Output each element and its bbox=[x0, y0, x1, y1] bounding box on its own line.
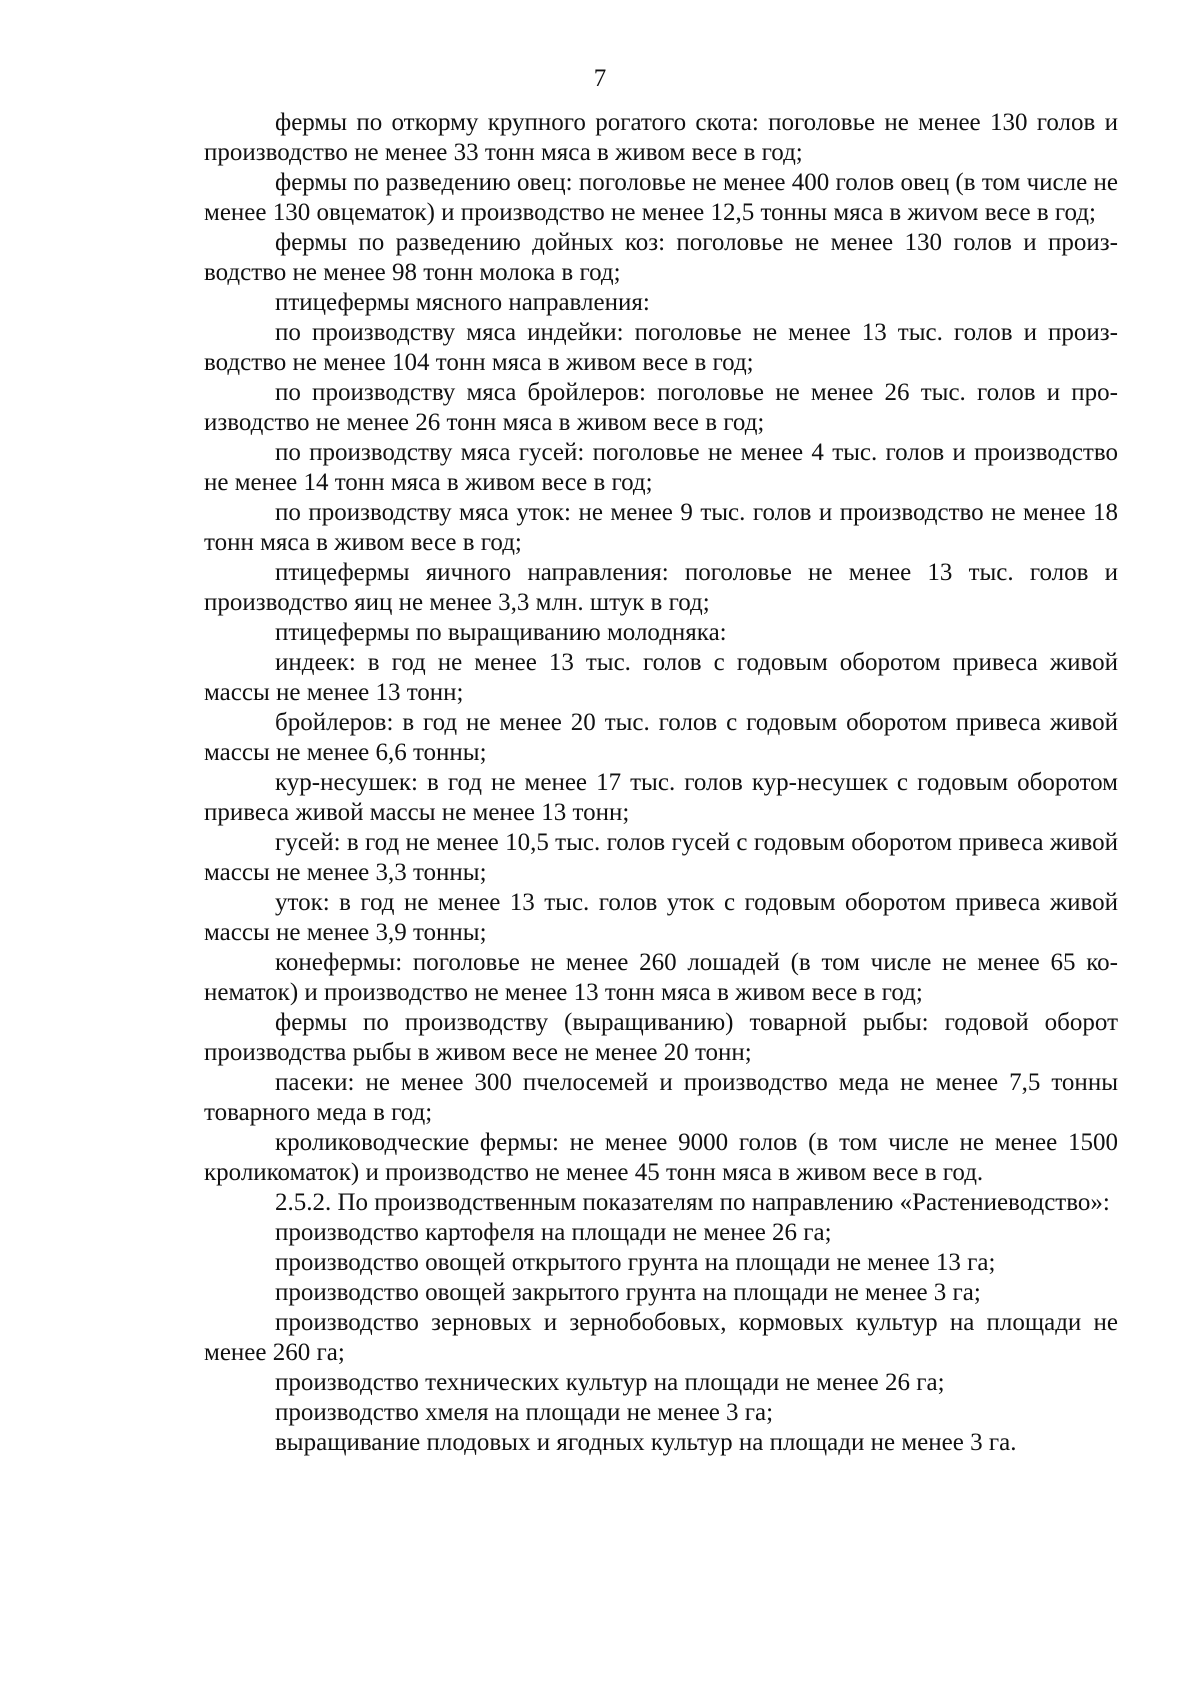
paragraph: по производству мяса гусей: поголовье не менее 4 тыс. голов и производство не менее 14 тонн мяса в живом весе в год; bbox=[204, 439, 1118, 496]
paragraph: фермы по производству (выращиванию) товарной рыбы: годовой оборот производства рыбы в живом весе не менее 20 тонн; bbox=[204, 1009, 1118, 1066]
paragraph: птицефермы мясного направления: bbox=[275, 289, 650, 316]
page-number: 7 bbox=[593, 65, 607, 92]
paragraph: 2.5.2. По производственным показателям по направлению «Растениеводство»: bbox=[275, 1189, 1110, 1216]
paragraph: птицефермы яичного направления: поголовье не менее 13 тыс. голов и производство яиц не менее 3,3 млн. штук в год; bbox=[204, 559, 1118, 616]
paragraph: пасеки: не менее 300 пчелосемей и производство меда не менее 7,5 тонны товарного меда в год; bbox=[204, 1069, 1118, 1126]
paragraph: по производству мяса бройлеров: поголовье не менее 26 тыс. голов и производство не менее 26 тонн мяса в живом весе в год; bbox=[204, 379, 1118, 436]
paragraph: производство зерновых и зернобобовых, кормовых культур на площади не менее 260 га; bbox=[204, 1309, 1118, 1366]
paragraph: кролиководческие фермы: не менее 9000 голов (в том числе не менее 1500 кроликоматок) и производство не менее 45 тонн мяса в живом весе в год. bbox=[204, 1129, 1118, 1186]
paragraph: производство хмеля на площади не менее 3 га; bbox=[275, 1399, 774, 1426]
paragraph: по производству мяса индейки: поголовье не менее 13 тыс. голов и производство не менее 104 тонн мяса в живом весе в год; bbox=[204, 319, 1118, 376]
paragraph: выращивание плодовых и ягодных культур на площади не менее 3 га. bbox=[275, 1429, 1017, 1456]
document-body bbox=[204, 108, 1118, 1458]
paragraph: птицефермы по выращиванию молодняка: bbox=[275, 619, 727, 646]
paragraph: фермы по откорму крупного рогатого скота: поголовье не менее 130 голов и производство не менее 33 тонн мяса в живом весе в год; bbox=[204, 109, 1118, 166]
paragraph: кур-несушек: в год не менее 17 тыс. голов кур-несушек с годовым оборотом привеса живой массы не менее 13 тонн; bbox=[204, 769, 1118, 826]
paragraph: производство овощей закрытого грунта на площади не менее 3 га; bbox=[275, 1279, 981, 1306]
paragraph: фермы по разведению овец: поголовье не менее 400 голов овец (в том числе не менее 130 овцематок) и производство не менее 12,5 тонны мяса в жиvом весе в год; bbox=[204, 169, 1118, 226]
paragraph: по производству мяса уток: не менее 9 тыс. голов и производство не менее 18 тонн мяса в живом весе в год; bbox=[204, 499, 1118, 556]
paragraph: уток: в год не менее 13 тыс. голов уток с годовым оборотом привеса живой массы не менее 3,9 тонны; bbox=[204, 889, 1118, 946]
paragraph: гусей: в год не менее 10,5 тыс. голов гусей с годовым оборотом привеса живой массы не менее 3,3 тонны; bbox=[204, 829, 1118, 886]
paragraph: конефермы: поголовье не менее 260 лошадей (в том числе не менее 65 конематок) и производство не менее 13 тонн мяса в живом весе в год; bbox=[204, 949, 1118, 1006]
paragraph: производство овощей открытого грунта на площади не менее 13 га; bbox=[275, 1249, 996, 1276]
paragraph: индеек: в год не менее 13 тыс. голов с годовым оборотом привеса живой массы не менее 13 тонн; bbox=[204, 649, 1118, 706]
paragraph: бройлеров: в год не менее 20 тыс. голов с годовым оборотом привеса живой массы не менее 6,6 тонны; bbox=[204, 709, 1118, 766]
paragraph: производство технических культур на площади не менее 26 га; bbox=[275, 1369, 945, 1396]
paragraph: производство картофеля на площади не менее 26 га; bbox=[275, 1219, 832, 1246]
paragraph: фермы по разведению дойных коз: поголовье не менее 130 голов и производство не менее 98 тонн молока в год; bbox=[204, 229, 1118, 286]
